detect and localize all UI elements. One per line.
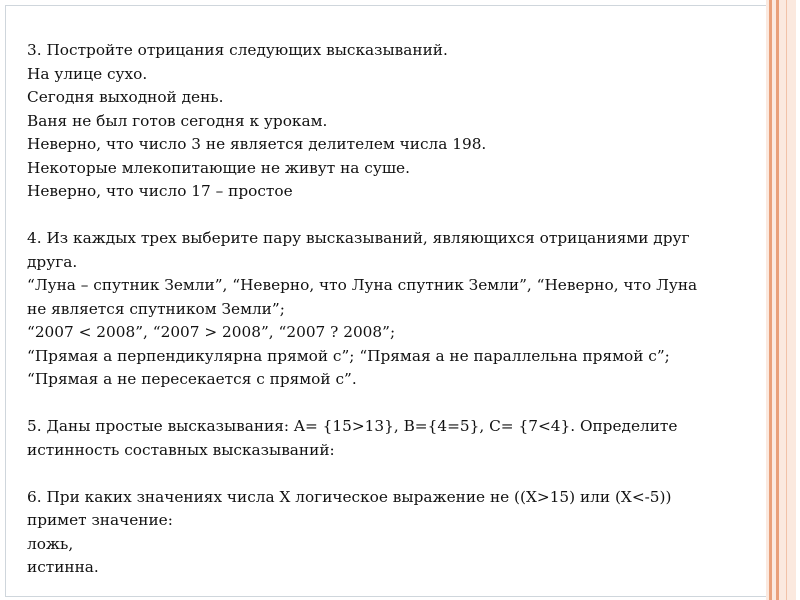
task-6-title-cont: примет значение: [27, 511, 173, 529]
task-4-set-2: “2007 < 2008”, “2007 > 2008”, “2007 ? 2008”; [27, 323, 396, 341]
task-3-item: Ваня не был готов сегодня к урокам. [27, 111, 328, 130]
paragraph-gap [27, 462, 752, 486]
task-3-item: Некоторые млекопитающие не живут на суше. [27, 158, 410, 177]
decorative-accent-strip [766, 0, 796, 600]
task-3-item: Сегодня выходной день. [27, 88, 224, 106]
task-5-title-cont: истинность составных высказываний: [27, 440, 335, 459]
task-6-answer-false: ложь, [27, 534, 74, 553]
task-3-title: 3. Постройте отрицания следующих высказываний. [27, 41, 448, 59]
task-5-title: 5. Даны простые высказывания: A= {15>13}, B={4=5}, C= {7<4}. Определите [27, 417, 678, 435]
task-4-set-1: “Луна – спутник Земли”, “Неверно, что Луна спутник Земли”, “Неверно, что Луна [27, 276, 698, 294]
task-4-title-cont: друга. [27, 252, 78, 271]
task-5 [27, 415, 752, 462]
task-3 [27, 39, 752, 204]
task-4-title: 4. Из каждых трех выберите пару высказываний, являющихся отрицаниями друг [27, 229, 690, 247]
task-3-item: Неверно, что число 17 – простое [27, 182, 293, 200]
task-3-item: Неверно, что число 3 не является делителем числа 198. [27, 135, 487, 153]
accent-line [776, 0, 779, 600]
paragraph-gap [27, 392, 752, 416]
task-4-set-3-cont: “Прямая a не пересекается с прямой c”. [27, 370, 357, 388]
task-6-title: 6. При каких значениях числа X логическое выражение не ((X>15) или (X<-5)) [27, 487, 672, 506]
task-6 [27, 486, 752, 580]
paragraph-gap [27, 204, 752, 228]
accent-line [786, 0, 787, 600]
task-3-item: На улице сухо. [27, 64, 148, 83]
task-6-answer-true: истинна. [27, 558, 99, 576]
accent-line [769, 0, 772, 600]
task-4 [27, 227, 752, 392]
task-4-set-1-cont: не является спутником Земли”; [27, 299, 285, 318]
slide-content [27, 39, 752, 580]
task-4-set-3: “Прямая a перпендикулярна прямой c”; “Прямая a не параллельна прямой c”; [27, 346, 670, 365]
